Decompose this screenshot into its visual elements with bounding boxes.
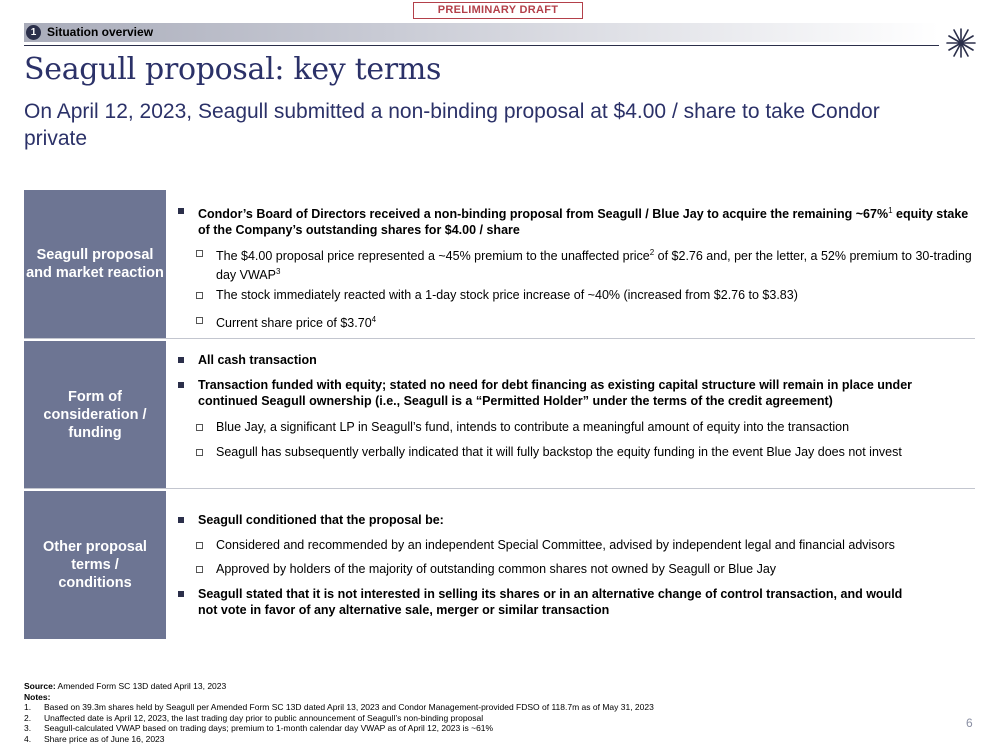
terms-row-conditions	[24, 491, 975, 639]
page-title: Seagull proposal: key terms	[24, 52, 442, 87]
footnotes	[24, 681, 924, 744]
row-label: Form of consideration / funding	[24, 341, 166, 488]
row-label: Seagull proposal and market reaction	[24, 190, 166, 338]
sub-bullet: The $4.00 proposal price represented a ~45% premium to the unaffected price$^2$ of $2.76 and, per the letter, a 52% premium to 30-trading day VWAP$^3$	[196, 245, 974, 283]
sub-bullet: Seagull has subsequently verbally indicated that it will fully backstop the equity funding in the event Blue Jay does not invest	[196, 444, 916, 460]
footnote: 1. Based on 39.3m shares held by Seagull per Amended Form SC 13D dated April 13, 2023 and Condor Management-provided FDSO of 118.7m as of May 31, 2023	[24, 702, 654, 712]
row-separator	[24, 488, 975, 489]
row-label: Other proposal terms / conditions	[24, 491, 166, 639]
terms-row-proposal	[24, 190, 975, 338]
footnote: 2. Unaffected date is April 12, 2023, the last trading day prior to public announcement of Seagull’s non-binding proposal	[24, 712, 484, 723]
bullet: Transaction funded with equity; stated no need for debt financing as existing capital structure will remain in place under continued Seagull ownership (i.e., Seagull is a “Permitted Holder” under the terms of the credit agreement)	[178, 377, 953, 409]
section-label: Situation overview	[47, 25, 154, 39]
row-content	[174, 190, 975, 338]
page-number: 6	[966, 716, 973, 730]
section-header-bar	[24, 23, 939, 42]
terms-row-funding	[24, 341, 975, 488]
sub-bullet: Current share price of $3.70$^4$	[196, 312, 974, 331]
notes-label: Notes:	[24, 691, 51, 702]
row-content	[174, 491, 975, 639]
sub-bullet: Approved by holders of the majority of outstanding common shares not owned by Seagull or Blue Jay	[196, 561, 974, 577]
section-number-badge: 1	[26, 25, 41, 40]
bullet: All cash transaction	[178, 352, 973, 368]
sub-bullet: The stock immediately reacted with a 1-day stock price increase of ~40% (increased from $2.76 to $3.83)	[196, 287, 974, 303]
section-divider	[24, 45, 939, 46]
footnote: 4. Share price as of June 16, 2023	[24, 733, 165, 744]
sub-bullet: Considered and recommended by an independent Special Committee, advised by independent legal and financial advisors	[196, 537, 986, 553]
snowflake-logo-icon	[944, 26, 978, 60]
page-subtitle: On April 12, 2023, Seagull submitted a non-binding proposal at $4.00 / share to take Condor private	[24, 100, 880, 150]
bullet: Condor’s Board of Directors received a non-binding proposal from Seagull / Blue Jay to acquire the remaining ~67%$^1$ equity stake of the Company’s outstanding shares for $4.00 / share	[178, 203, 973, 238]
sub-bullet: Blue Jay, a significant LP in Seagull’s fund, intends to contribute a meaningful amount of equity into the transaction	[196, 419, 974, 435]
bullet: Seagull stated that it is not interested in selling its shares or in an alternative change of control transaction, and would not vote in favor of any alternative sale, merger or similar transaction	[178, 586, 918, 618]
row-separator	[24, 338, 975, 339]
footnote: 3. Seagull-calculated VWAP based on trading days; premium to 1-month calendar day VWAP as of April 12, 2023 is ~61%	[24, 723, 494, 733]
preliminary-draft-stamp: PRELIMINARY DRAFT	[413, 2, 583, 19]
bullet: Seagull conditioned that the proposal be:	[178, 512, 973, 528]
source-line: Source: Amended Form SC 13D dated April 13, 2023	[24, 681, 227, 691]
row-content	[174, 341, 975, 488]
